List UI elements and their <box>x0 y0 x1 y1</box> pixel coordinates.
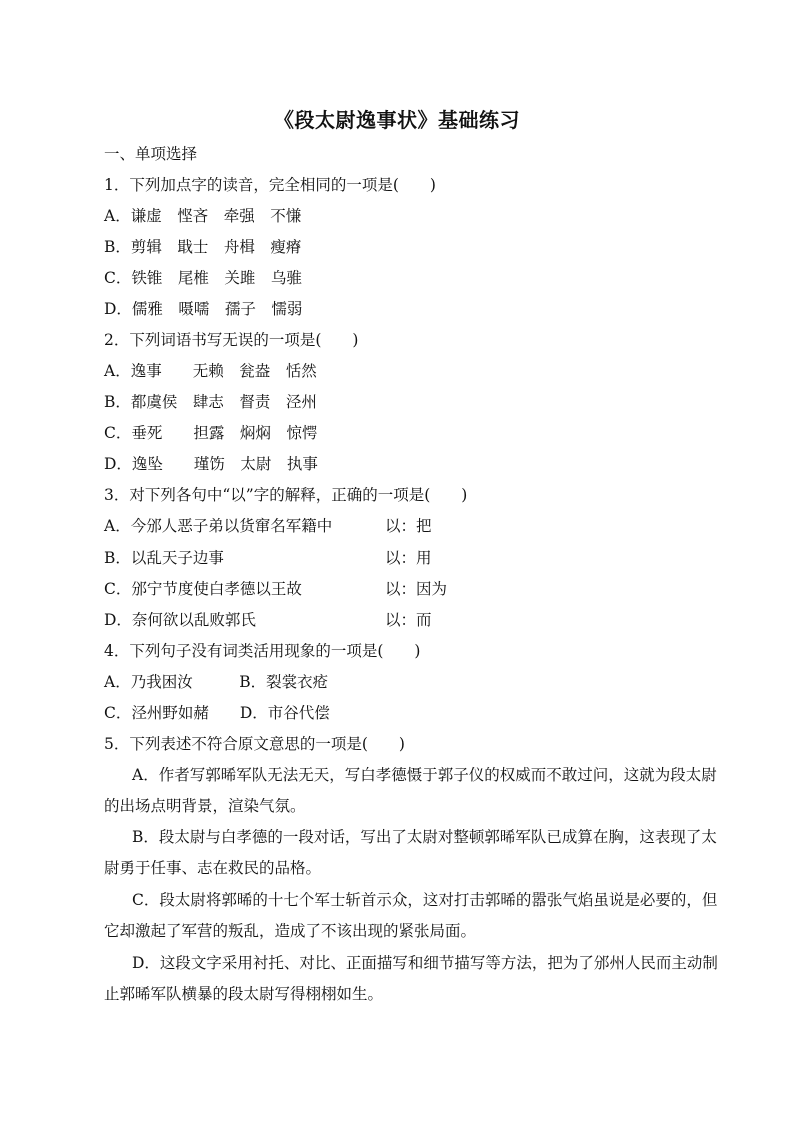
q1-option-b: B．剪辑 戢士 舟楫 瘦瘠 <box>104 238 302 256</box>
q3-stem: 3．对下列各句中“以”字的解释，正确的一项是( ) <box>104 486 468 504</box>
q3-option-c: C．邠宁节度使白孝德以王故 <box>104 580 302 598</box>
q3-option-b-gloss: 以：用 <box>385 549 432 567</box>
q1-stem: 1．下列加点字的读音，完全相同的一项是( ) <box>104 176 436 194</box>
q2-option-a: A．逸事 无赖 瓮盎 恬然 <box>104 362 317 380</box>
q5-option-b: B．段太尉与白孝德的一段对话，写出了太尉对整顿郭晞军队已成算在胸，这表现了太尉勇于任事、志在救民的品格。 <box>104 828 717 877</box>
q2-option-c: C．垂死 担露 焖焖 惊愕 <box>104 424 318 442</box>
q3-option-c-gloss: 以：因为 <box>385 580 448 598</box>
q4-options-ab: A．乃我困汝 B．裂裳衣疮 <box>104 673 329 691</box>
q2-stem: 2．下列词语书写无误的一项是( ) <box>104 331 359 349</box>
q1-option-a: A．谦虚 悭吝 牵强 不慊 <box>104 207 302 225</box>
q3-option-d-gloss: 以：而 <box>385 611 432 629</box>
q5-stem: 5．下列表述不符合原文意思的一项是( ) <box>104 735 405 753</box>
q2-option-b: B．都虞侯 肆志 督责 泾州 <box>104 393 317 411</box>
q1-option-c: C．铁锥 尾椎 关雎 乌骓 <box>104 269 302 287</box>
q1-option-d: D．儒雅 嗫嚅 孺子 懦弱 <box>104 300 303 318</box>
section-heading: 一、单项选择 <box>104 145 198 163</box>
q4-stem: 4．下列句子没有词类活用现象的一项是( ) <box>104 642 421 660</box>
page-title: 《段太尉逸事状》基础练习 <box>274 108 520 132</box>
q4-options-cd: C．泾州野如赭 D．市谷代偿 <box>104 704 330 722</box>
q3-option-a: A．今邠人恶子弟以货窜名军籍中 <box>104 517 333 535</box>
q5-option-a: A．作者写郭晞军队无法无天，写白孝德慑于郭子仪的权威而不敢过问，这就为段太尉的出场点明背景，渲染气氛。 <box>104 766 717 815</box>
q3-option-b: B．以乱天子边事 <box>104 549 224 567</box>
q5-option-d: D．这段文字采用衬托、对比、正面描写和细节描写等方法，把为了邠州人民而主动制止郭晞军队横暴的段太尉写得栩栩如生。 <box>104 954 718 1003</box>
q2-option-d: D．逸坠 瑾饬 太尉 执事 <box>104 455 318 473</box>
q3-option-a-gloss: 以：把 <box>385 517 432 535</box>
q5-option-c: C．段太尉将郭晞的十七个军士斩首示众，这对打击郭晞的嚣张气焰虽说是必要的，但它却激起了军营的叛乱，造成了不该出现的紧张局面。 <box>104 891 718 940</box>
q3-option-d: D．奈何欲以乱败郭氏 <box>104 611 256 629</box>
